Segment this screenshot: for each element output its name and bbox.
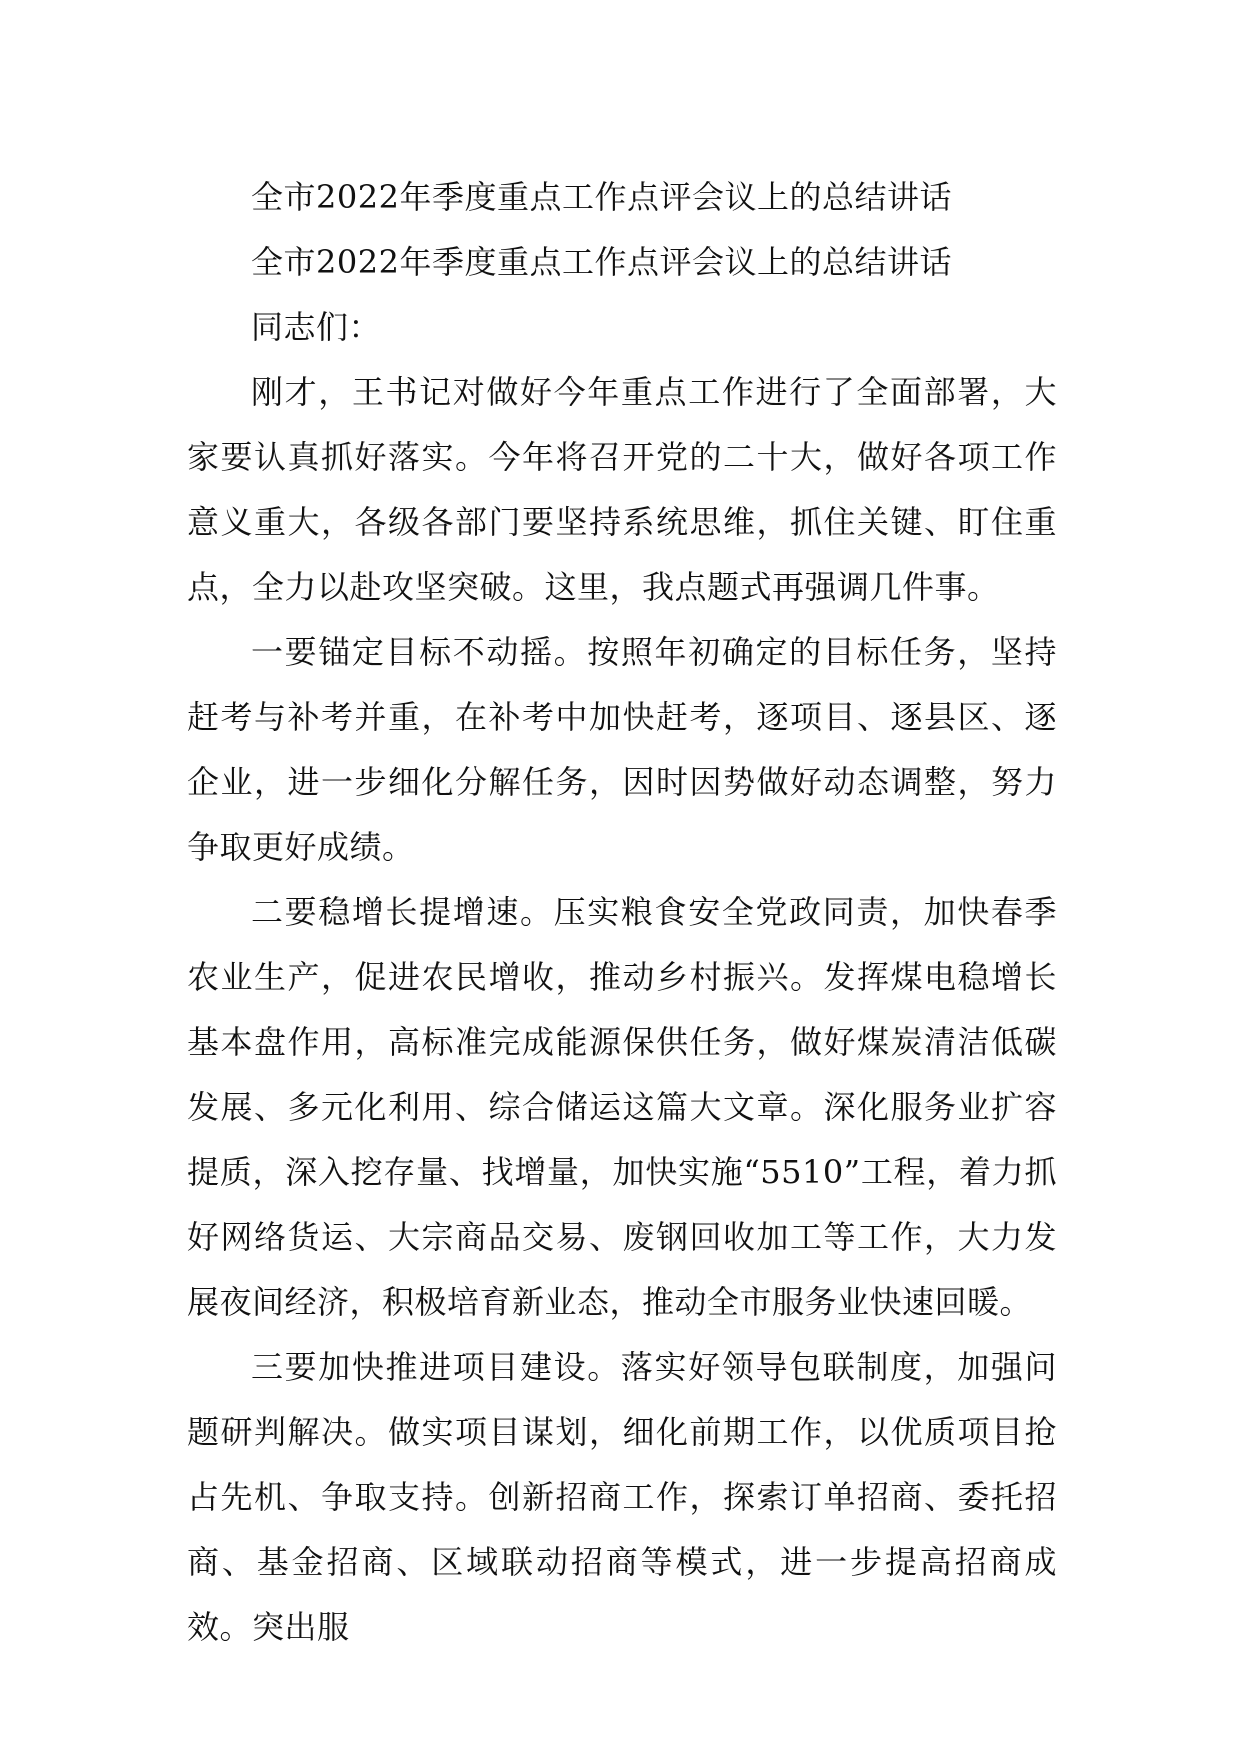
paragraph-point-one: 一要锚定目标不动摇。按照年初确定的目标任务，坚持赶考与补考并重，在补考中加快赶考，逐项目、逐县区、逐企业，进一步细化分解任务，因时因势做好动态调整，努力争取更好成绩。 [187, 633, 1057, 866]
document-title: 全市2022年季度重点工作点评会议上的总结讲话 [251, 178, 952, 216]
salutation: 同志们： [251, 308, 382, 346]
document-body [187, 165, 1057, 1660]
paragraph-point-three: 三要加快推进项目建设。落实好领导包联制度，加强问题研判解决。做实项目谋划，细化前期工作，以优质项目抢占先机、争取支持。创新招商工作，探索订单招商、委托招商、基金招商、区域联动招商等模式，进一步提高招商成效。突出服 [187, 1348, 1057, 1646]
paragraph-intro: 刚才，王书记对做好今年重点工作进行了全面部署，大家要认真抓好落实。今年将召开党的二十大，做好各项工作意义重大，各级各部门要坚持系统思维，抓住关键、盯住重点，全力以赴攻坚突破。这里，我点题式再强调几件事。 [187, 373, 1057, 606]
paragraph-point-two: 二要稳增长提增速。压实粮食安全党政同责，加快春季农业生产，促进农民增收，推动乡村振兴。发挥煤电稳增长基本盘作用，高标准完成能源保供任务，做好煤炭清洁低碳发展、多元化利用、综合储运这篇大文章。深化服务业扩容提质，深入挖存量、找增量，加快实施“5510”工程，着力抓好网络货运、大宗商品交易、废钢回收加工等工作，大力发展夜间经济，积极培育新业态，推动全市服务业快速回暖。 [187, 893, 1057, 1321]
document-subtitle: 全市2022年季度重点工作点评会议上的总结讲话 [251, 243, 952, 281]
